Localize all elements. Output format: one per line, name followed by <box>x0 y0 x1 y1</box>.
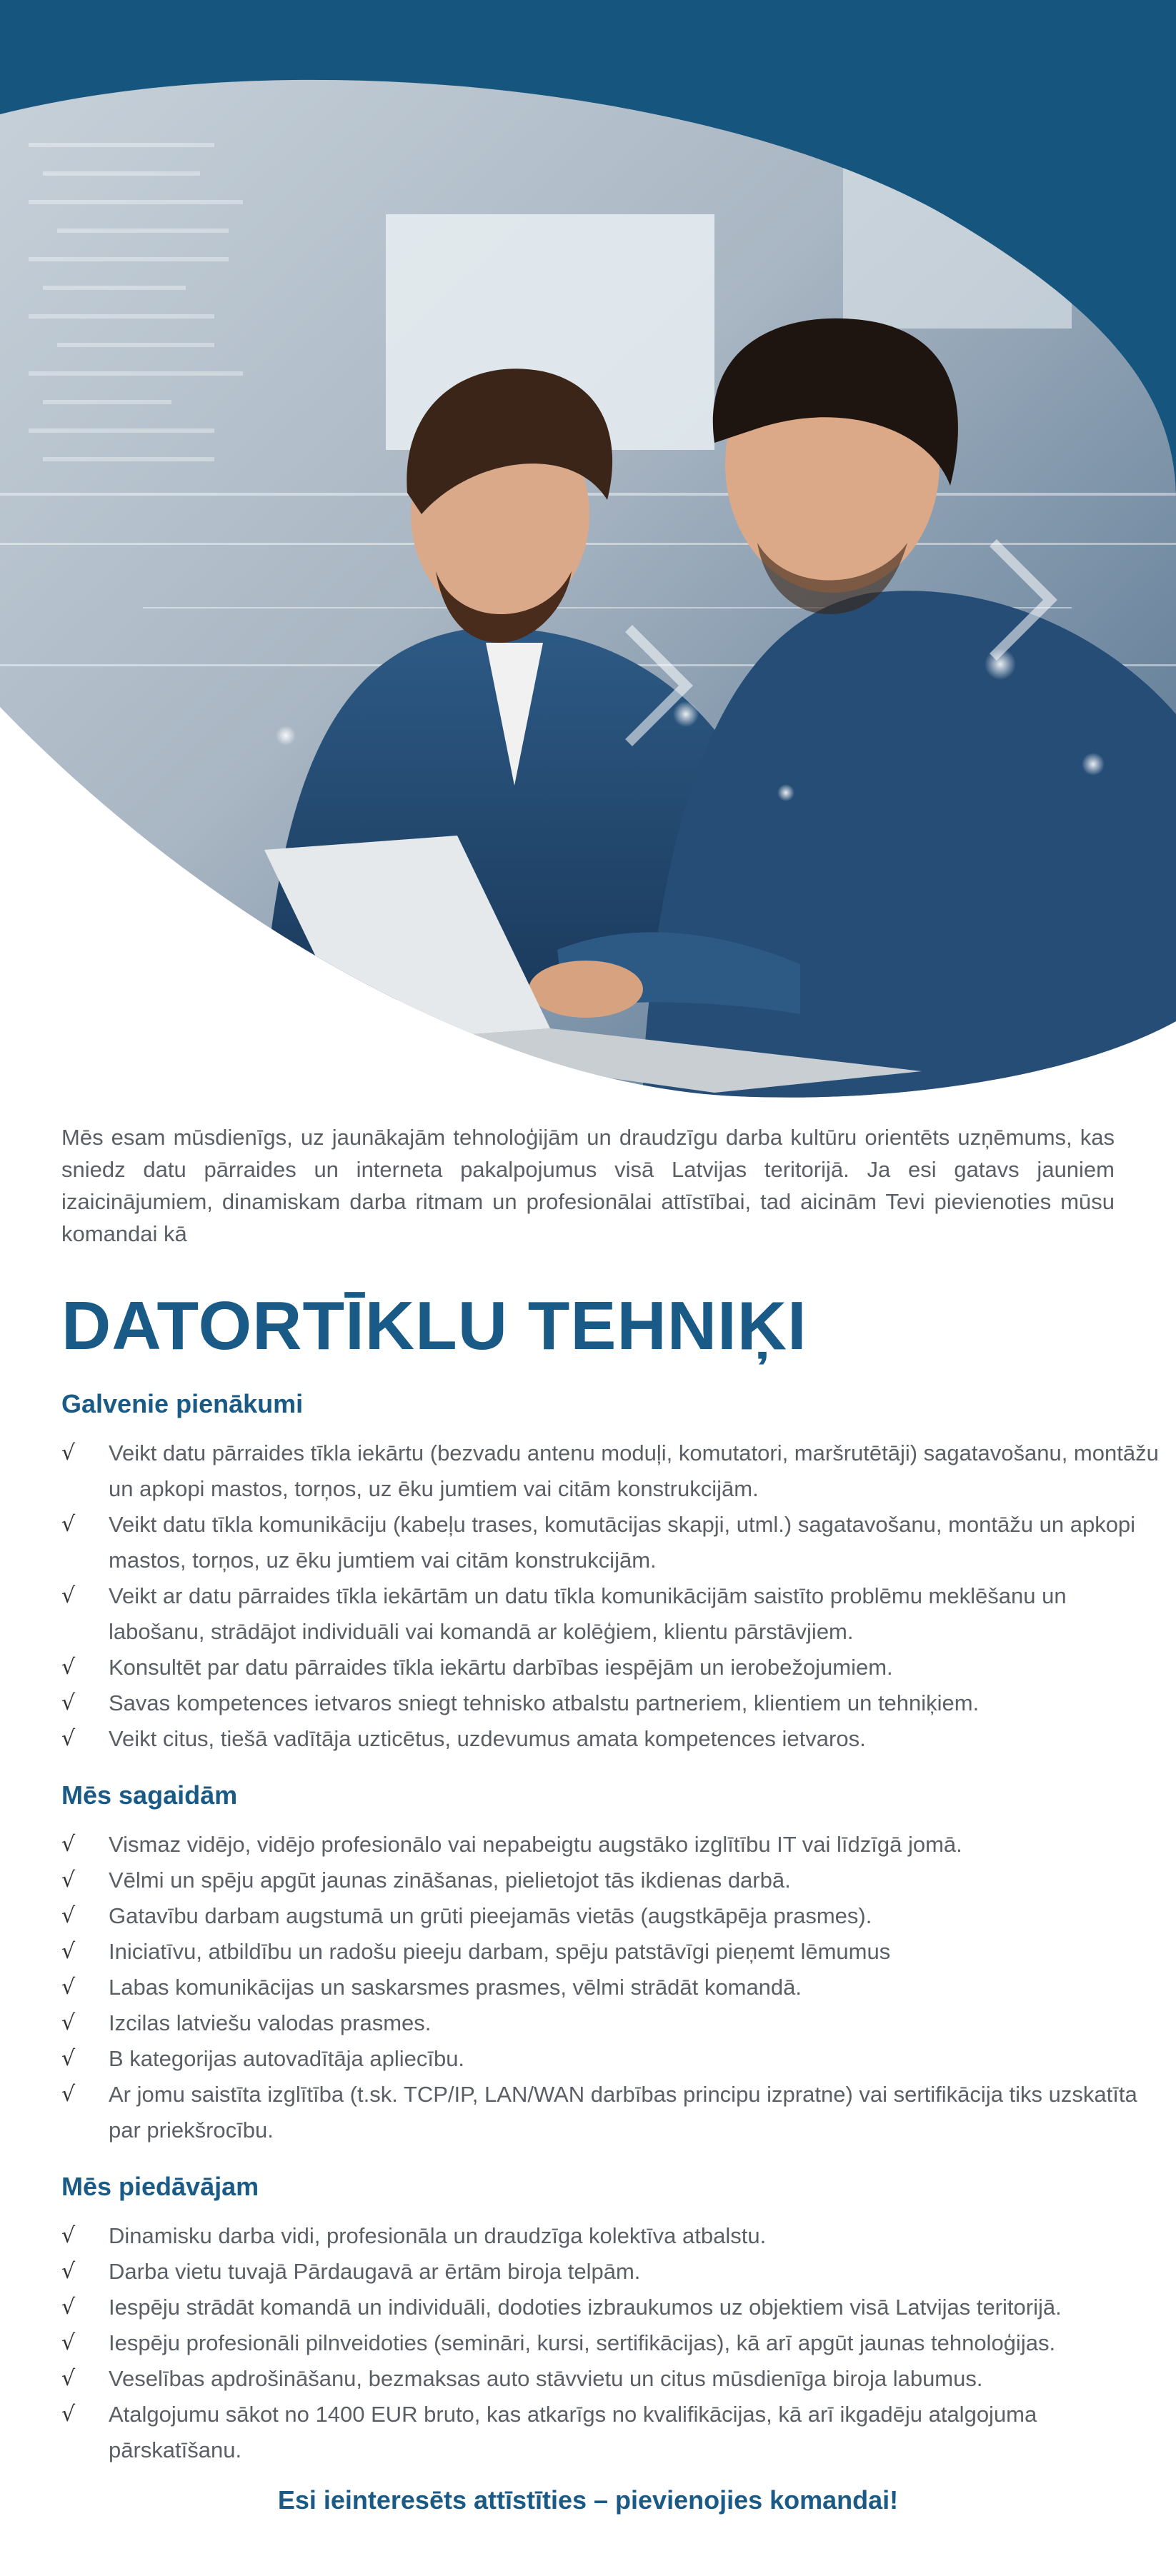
check-icon: √ <box>61 1583 76 1608</box>
list-item: √ Iespēju strādāt komandā un individuāli, dodoties izbraukumos uz objektiem visā Latvijas teritorijā. <box>61 2290 1162 2325</box>
duties-list <box>61 1435 1162 1757</box>
check-icon: √ <box>61 2010 76 2035</box>
hero-banner <box>0 0 1176 1114</box>
list-item: √ Gatavību darbam augstumā un grūti pieejamās vietās (augstkāpēja prasmes). <box>61 1898 1162 1934</box>
hero-illustration <box>0 0 1176 1114</box>
check-icon: √ <box>61 1903 76 1928</box>
list-item: √ Ar jomu saistīta izglītība (t.sk. TCP/IP, LAN/WAN darbības principu izpratne) vai sertifikācija tiks uzskatīta par priekšrocību. <box>61 2077 1162 2148</box>
list-item: √ Iniciatīvu, atbildību un radošu pieeju darbam, spēju patstāvīgi pieņemt lēmumus <box>61 1934 1162 1970</box>
list-item: √ Atalgojumu sākot no 1400 EUR bruto, kas atkarīgs no kvalifikācijas, kā arī ikgadēju atalgojuma pārskatīšanu. <box>61 2397 1162 2468</box>
list-item: √ Veikt datu pārraides tīkla iekārtu (bezvadu antenu moduļi, komutatori, maršrutētāji) sagatavošanu, montāžu un apkopi mastos, torņos, uz ēku jumtiem vai citām konstrukcijām. <box>61 1435 1162 1507</box>
check-icon: √ <box>61 1975 76 2000</box>
section-title-offer: Mēs piedāvājam <box>61 2172 259 2201</box>
intro-paragraph: Mēs esam mūsdienīgs, uz jaunākajām tehnoloģijām un draudzīgu darba kultūru orientēts uzņēmums, kas sniedz datu pārraides un interneta pakalpojumus visā Latvijas teritorijā. Ja esi gatavs jauniem izaicinājumiem, dinamiskam darba ritmam un profesionālai attīstībai, tad aicinām Tevi pievienoties mūsu komandai kā <box>61 1125 1115 1246</box>
requirements-list <box>61 1827 1162 2148</box>
list-item: √ Vēlmi un spēju apgūt jaunas zināšanas, pielietojot tās ikdienas darbā. <box>61 1863 1162 1898</box>
list-item: √ Iespēju profesionāli pilnveidoties (semināri, kursi, sertifikācijas), kā arī apgūt jaunas tehnoloģijas. <box>61 2325 1162 2361</box>
offer-list <box>61 2218 1162 2468</box>
list-item: √ Savas kompetences ietvaros sniegt tehnisko atbalstu partneriem, klientiem un tehniķiem. <box>61 1685 1162 1721</box>
check-icon: √ <box>61 2295 76 2320</box>
list-item: √ Darba vietu tuvajā Pārdaugavā ar ērtām biroja telpām. <box>61 2254 1162 2290</box>
check-icon: √ <box>61 2082 76 2107</box>
list-item: √ B kategorijas autovadītāja apliecību. <box>61 2041 1162 2077</box>
check-icon: √ <box>61 2046 76 2071</box>
main-content <box>61 1121 1162 2468</box>
check-icon: √ <box>61 1868 76 1893</box>
section-offer <box>61 2171 1162 2468</box>
list-item: √ Veikt datu tīkla komunikāciju (kabeļu trases, komutācijas skapji, utml.) sagatavošanu, montāžu un apkopi mastos, torņos, uz ēku jumtiem vai citām konstrukcijām. <box>61 1507 1162 1578</box>
check-icon: √ <box>61 2259 76 2284</box>
call-to-action: Esi ieinteresēts attīstīties – pievienojies komandai! <box>277 2485 899 2515</box>
check-icon: √ <box>61 1512 76 1537</box>
check-icon: √ <box>61 2330 76 2355</box>
check-icon: √ <box>61 1939 76 1964</box>
list-item: √ Izcilas latviešu valodas prasmes. <box>61 2005 1162 2041</box>
list-item: √ Dinamisku darba vidi, profesionāla un draudzīga kolektīva atbalstu. <box>61 2218 1162 2254</box>
check-icon: √ <box>61 1726 76 1751</box>
section-title-requirements: Mēs sagaidām <box>61 1780 238 1810</box>
section-requirements <box>61 1780 1162 2148</box>
list-item: √ Veikt ar datu pārraides tīkla iekārtām un datu tīkla komunikācijām saistīto problēmu meklēšanu un labošanu, strādājot individuāli vai komandā ar kolēģiem, klientu pārstāvjiem. <box>61 1578 1162 1650</box>
check-icon: √ <box>61 2223 76 2248</box>
job-title: DATORTĪKLU TEHNIĶI <box>61 1288 807 1364</box>
check-icon: √ <box>61 2366 76 2391</box>
list-item: √ Labas komunikācijas un saskarsmes prasmes, vēlmi strādāt komandā. <box>61 1970 1162 2005</box>
check-icon: √ <box>61 1655 76 1680</box>
check-icon: √ <box>61 1832 76 1857</box>
check-icon: √ <box>61 1440 76 1465</box>
list-item: √ Veikt citus, tiešā vadītāja uzticētus, uzdevumus amata kompetences ietvaros. <box>61 1721 1162 1757</box>
section-duties <box>61 1388 1162 1757</box>
section-title-duties: Galvenie pienākumi <box>61 1389 304 1418</box>
check-icon: √ <box>61 2402 76 2427</box>
check-icon: √ <box>61 1690 76 1715</box>
list-item: √ Vismaz vidējo, vidējo profesionālo vai nepabeigtu augstāko izglītību IT vai līdzīgā jomā. <box>61 1827 1162 1863</box>
list-item: √ Konsultēt par datu pārraides tīkla iekārtu darbības iespējām un ierobežojumiem. <box>61 1650 1162 1685</box>
list-item: √ Veselības apdrošināšanu, bezmaksas auto stāvvietu un citus mūsdienīga biroja labumus. <box>61 2361 1162 2397</box>
